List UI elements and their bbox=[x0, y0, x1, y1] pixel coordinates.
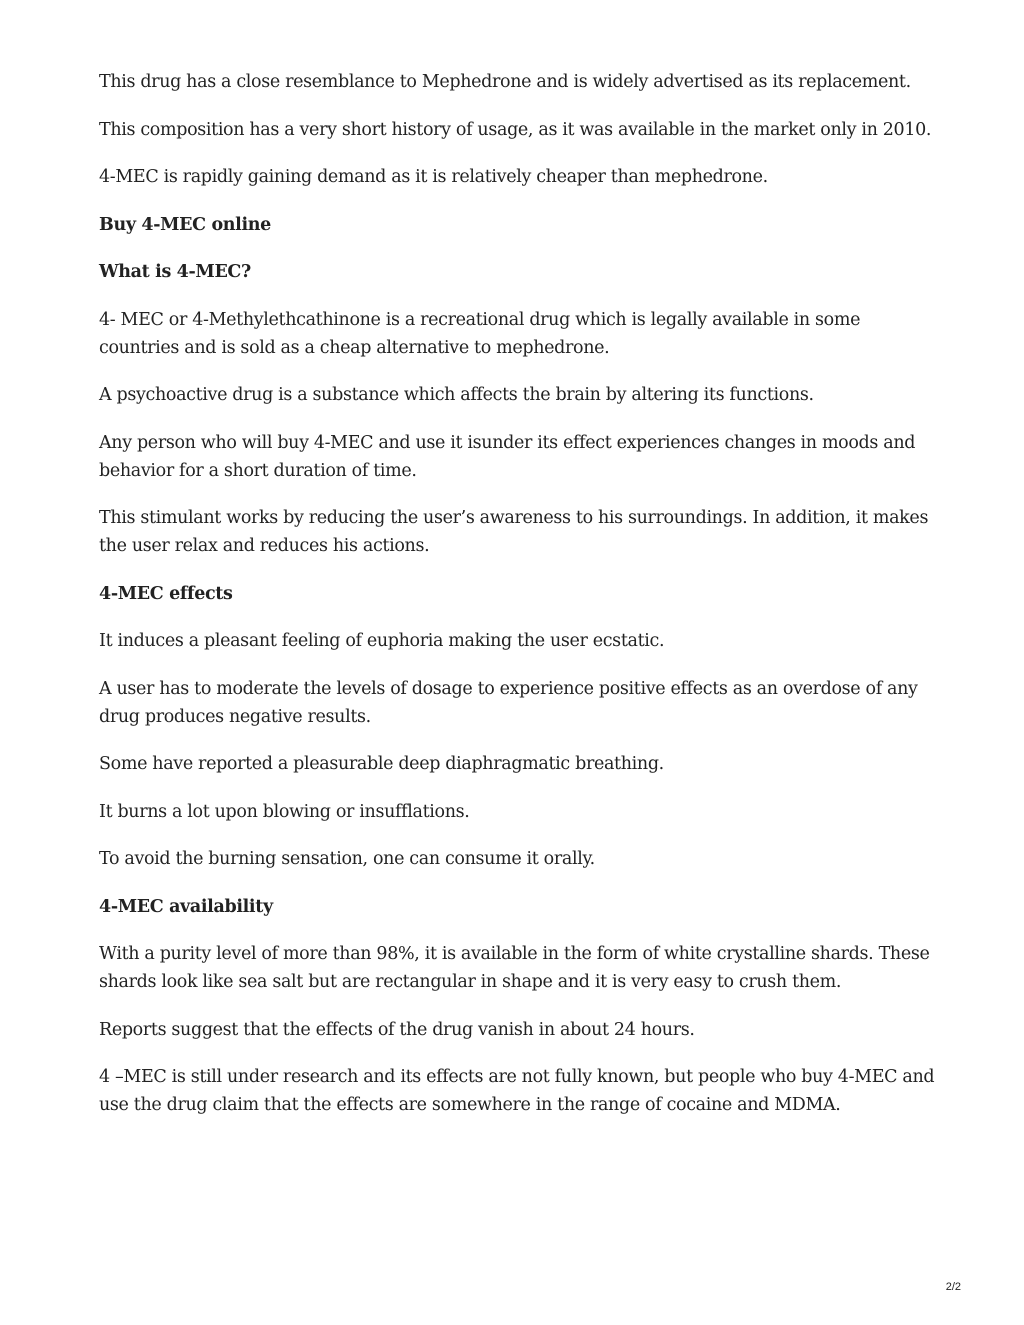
paragraph: With a purity level of more than 98%, it is available in the form of white crystalline shards. These shards look like sea salt but are rectangular in shape and it is very easy to crush them. bbox=[99, 944, 930, 992]
paragraph: 4-MEC is rapidly gaining demand as it is relatively cheaper than mephedrone. bbox=[99, 167, 768, 187]
paragraph: This stimulant works by reducing the user’s awareness to his surroundings. In addition, it makes the user relax and reduces his actions. bbox=[99, 508, 929, 556]
paragraph: This drug has a close resemblance to Mephedrone and is widely advertised as its replacement. bbox=[99, 72, 911, 92]
section-heading-what-is: What is 4-MEC? bbox=[99, 262, 251, 282]
paragraph: Any person who will buy 4-MEC and use it isunder its effect experiences changes in moods and behavior for a short duration of time. bbox=[99, 432, 916, 481]
paragraph: It burns a lot upon blowing or insufflations. bbox=[99, 801, 470, 822]
paragraph: It induces a pleasant feeling of euphoria making the user ecstatic. bbox=[99, 631, 665, 651]
paragraph: This composition has a very short history of usage, as it was available in the market only in 2010. bbox=[99, 119, 932, 140]
section-heading-effects: 4-MEC effects bbox=[99, 583, 233, 604]
page-number: 2/2 bbox=[945, 1281, 961, 1293]
paragraph: 4- MEC or 4-Methylethcathinone is a recreational drug which is legally available in some countries and is sold as a cheap alternative to mephedrone. bbox=[99, 309, 861, 358]
paragraph: Some have reported a pleasurable deep diaphragmatic breathing. bbox=[99, 754, 664, 774]
section-heading-availability: 4-MEC availability bbox=[99, 896, 273, 917]
paragraph: A psychoactive drug is a substance which affects the brain by altering its functions. bbox=[99, 385, 814, 405]
paragraph: 4 –MEC is still under research and its effects are not fully known, but people who buy 4-MEC and use the drug claim that the effects are somewhere in the range of cocaine and MDMA. bbox=[99, 1067, 935, 1115]
paragraph: Reports suggest that the effects of the drug vanish in about 24 hours. bbox=[99, 1019, 695, 1040]
article-body bbox=[99, 68, 939, 1139]
paragraph: A user has to moderate the levels of dosage to experience positive effects as an overdose of any drug produces negative results. bbox=[99, 678, 918, 727]
paragraph: To avoid the burning sensation, one can consume it orally. bbox=[99, 849, 595, 869]
section-heading-buy: Buy 4-MEC online bbox=[99, 214, 271, 235]
